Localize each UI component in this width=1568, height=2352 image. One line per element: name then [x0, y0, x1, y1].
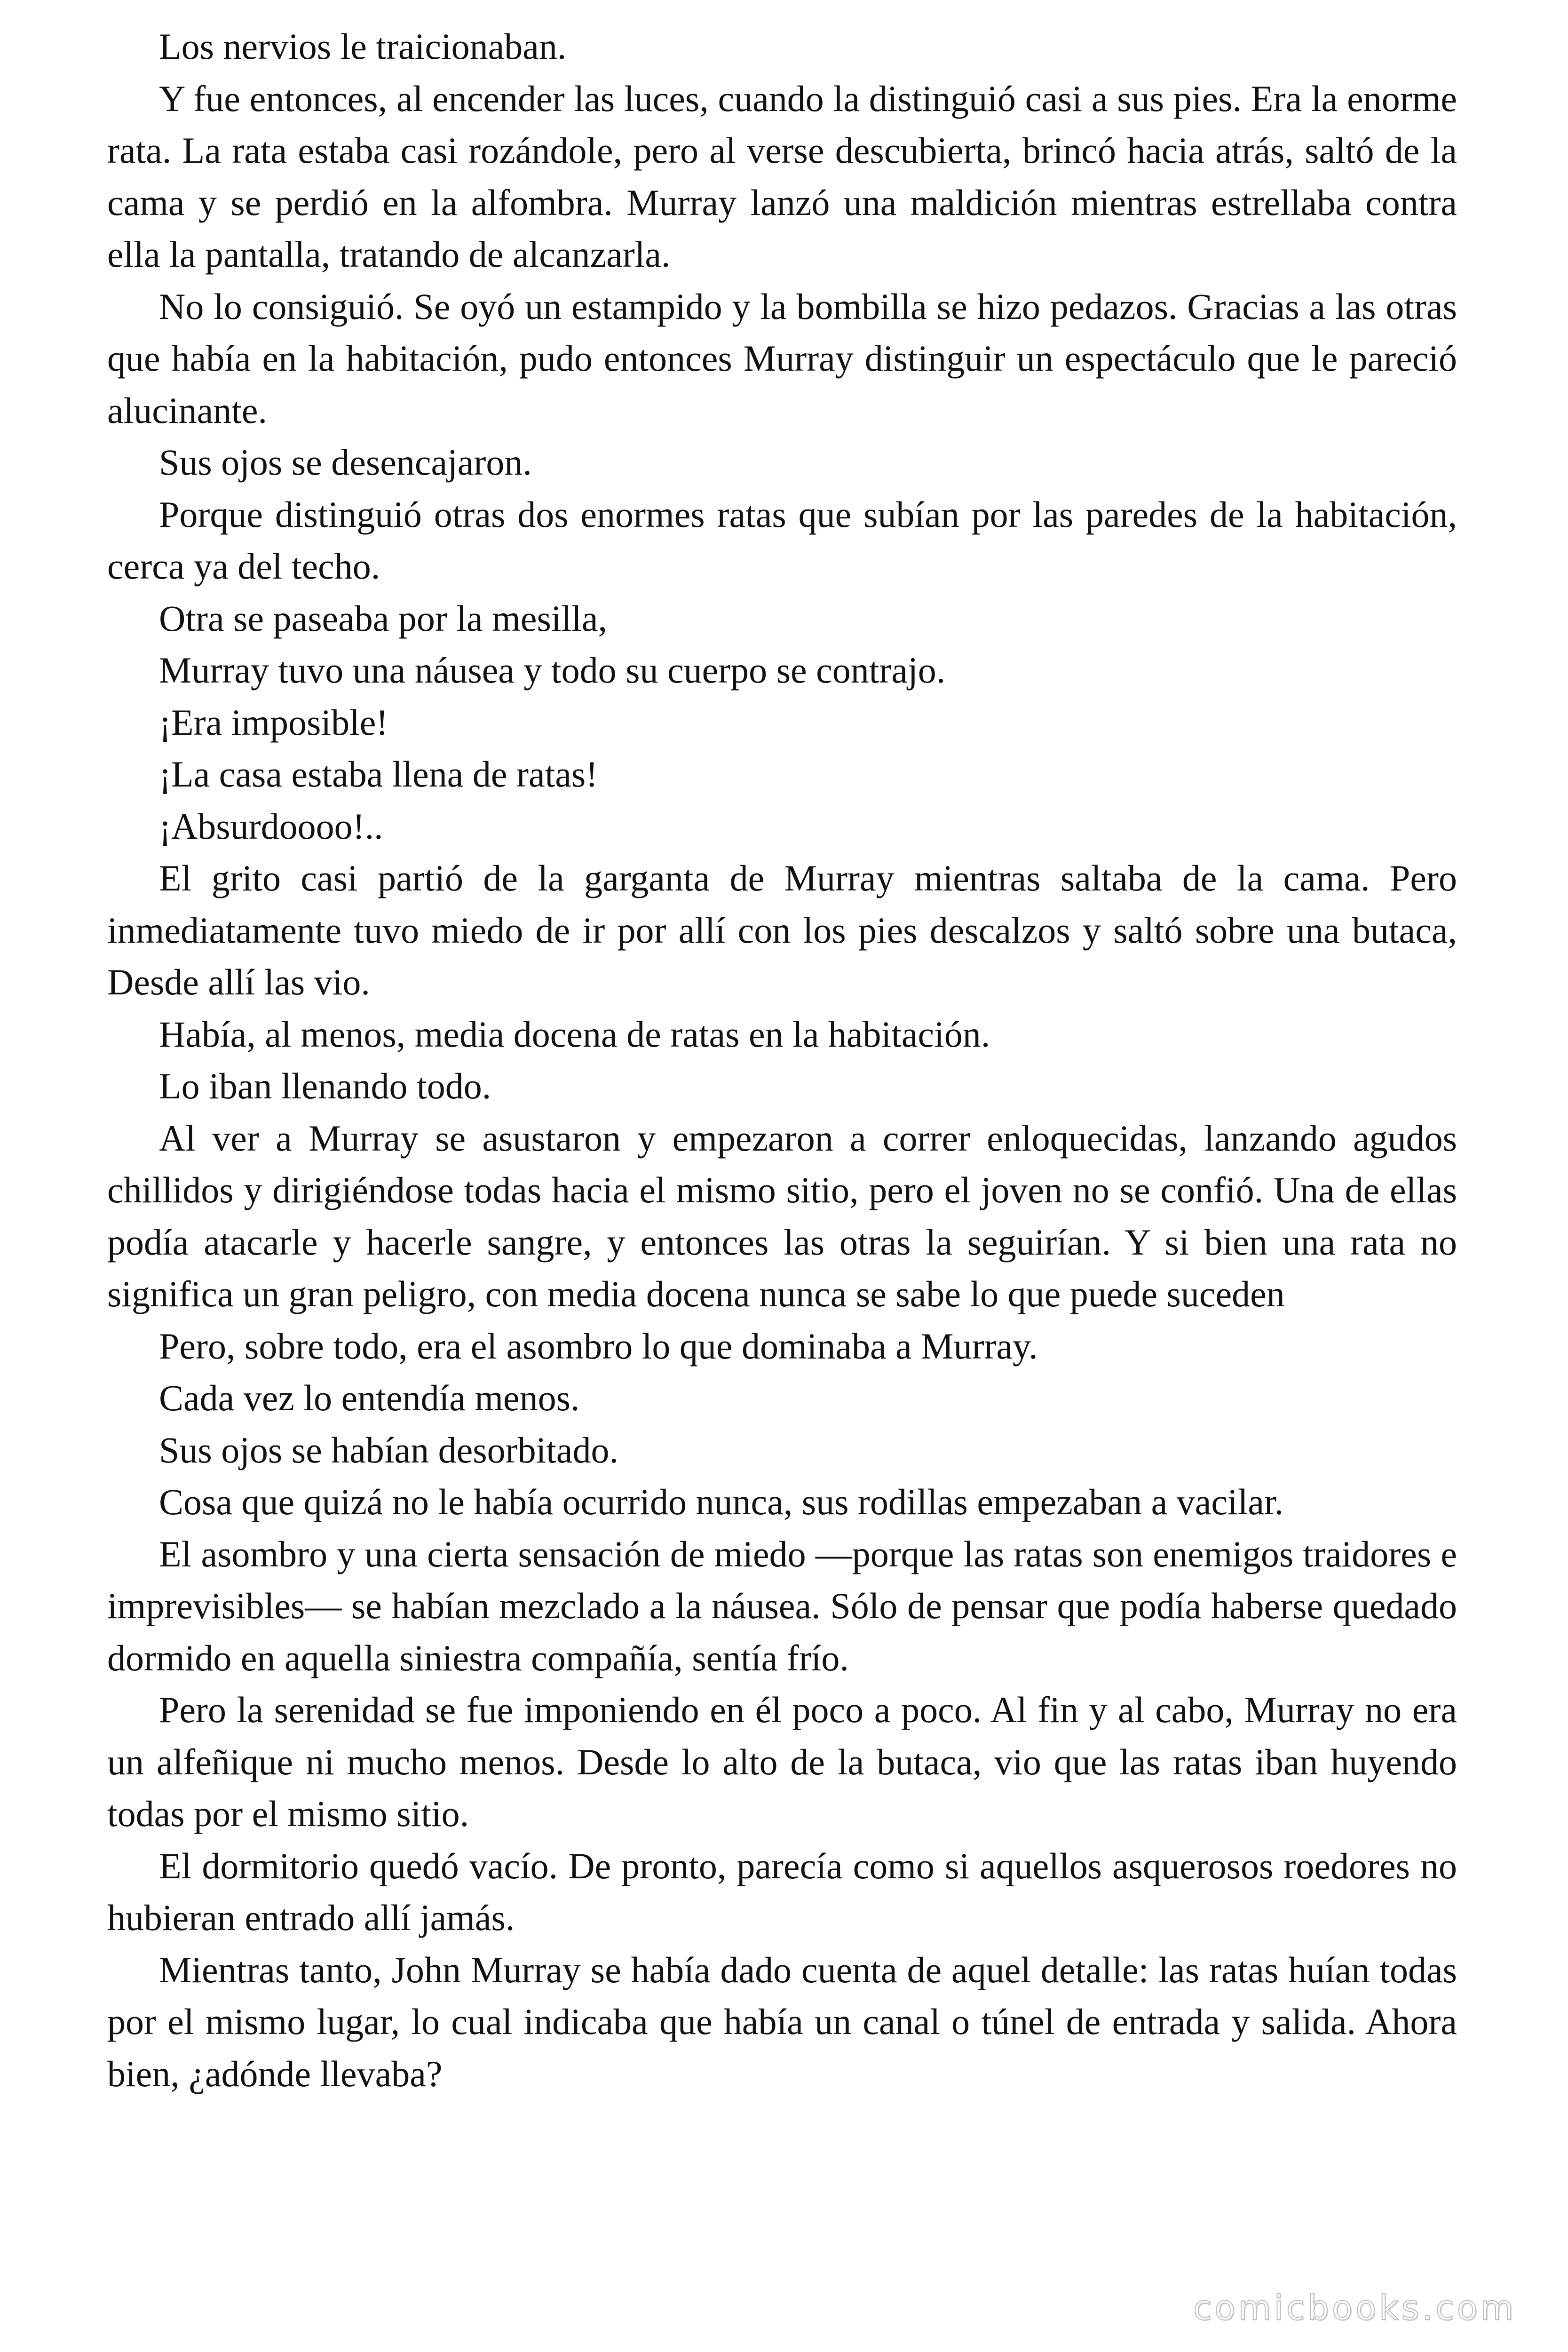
- paragraph: No lo consiguió. Se oyó un estampido y la bombilla se hizo pedazos. Gracias a las otras que había en la habitación, pudo entonces Murray distinguir un espectáculo que le pareció alucinante.: [107, 286, 1457, 431]
- paragraph: Sus ojos se habían desorbitado.: [159, 1429, 619, 1470]
- paragraph: Sus ojos se desencajaron.: [159, 442, 532, 483]
- paragraph: ¡Era imposible!: [159, 701, 388, 743]
- paragraph: Mientras tanto, John Murray se había dado cuenta de aquel detalle: las ratas huían todas por el mismo lugar, lo cual indicaba que había un canal o túnel de entrada y salida. Ahora bien, ¿adónde llevaba?: [107, 1949, 1457, 2094]
- paragraph: Los nervios le traicionaban.: [159, 26, 567, 67]
- paragraph: Otra se paseaba por la mesilla,: [159, 597, 607, 639]
- paragraph: ¡La casa estaba llena de ratas!: [159, 754, 598, 795]
- paragraph: El grito casi partió de la garganta de Murray mientras saltaba de la cama. Pero inmediatamente tuvo miedo de ir por allí con los pies descalzos y saltó sobre una butaca, Desde allí las vio.: [107, 858, 1457, 1002]
- page-body: [107, 21, 1457, 2100]
- paragraph: Pero la serenidad se fue imponiendo en él poco a poco. Al fin y al cabo, Murray no era un alfeñique ni mucho menos. Desde lo alto de la butaca, vio que las ratas iban huyendo todas por el mismo sitio.: [107, 1689, 1457, 1834]
- paragraph: El asombro y una cierta sensación de miedo —porque las ratas son enemigos traidores e imprevisibles— se habían mezclado a la náusea. Sólo de pensar que podía haberse quedado dormido en aquella siniestra compañía, sentía frío.: [107, 1533, 1457, 1678]
- paragraph: Porque distinguió otras dos enormes ratas que subían por las paredes de la habitación, cerca ya del techo.: [107, 493, 1457, 587]
- paragraph: El dormitorio quedó vacío. De pronto, parecía como si aquellos asquerosos roedores no hubieran entrado allí jamás.: [107, 1845, 1457, 1938]
- paragraph: Y fue entonces, al encender las luces, cuando la distinguió casi a sus pies. Era la enorme rata. La rata estaba casi rozándole, pero al verse descubierta, brincó hacia atrás, saltó de la cama y se perdió en la alfombra. Murray lanzó una maldición mientras estrellaba contra ella la pantalla, tratando de alcanzarla.: [107, 78, 1457, 275]
- paragraph: ¡Absurdoooo!..: [159, 805, 383, 847]
- paragraph: Cosa que quizá no le había ocurrido nunca, sus rodillas empezaban a vacilar.: [159, 1481, 1284, 1522]
- paragraph: Murray tuvo una náusea y todo su cuerpo se contrajo.: [159, 650, 946, 691]
- paragraph: Cada vez lo entendía menos.: [159, 1377, 580, 1418]
- paragraph: Lo iban llenando todo.: [159, 1065, 491, 1106]
- paragraph: Al ver a Murray se asustaron y empezaron a correr enloquecidas, lanzando agudos chillidos y dirigiéndose todas hacia el mismo sitio, pero el joven no se confió. Una de ellas podía atacarle y hacerle sangre, y entonces las otras la seguirían. Y si bien una rata no significa un gran peligro, con media docena nunca se sabe lo que puede suceden: [107, 1117, 1457, 1314]
- watermark: comicbooks.com: [1193, 2288, 1516, 2328]
- paragraph: Había, al menos, media docena de ratas en la habitación.: [159, 1013, 990, 1055]
- paragraph: Pero, sobre todo, era el asombro lo que dominaba a Murray.: [159, 1325, 1038, 1367]
